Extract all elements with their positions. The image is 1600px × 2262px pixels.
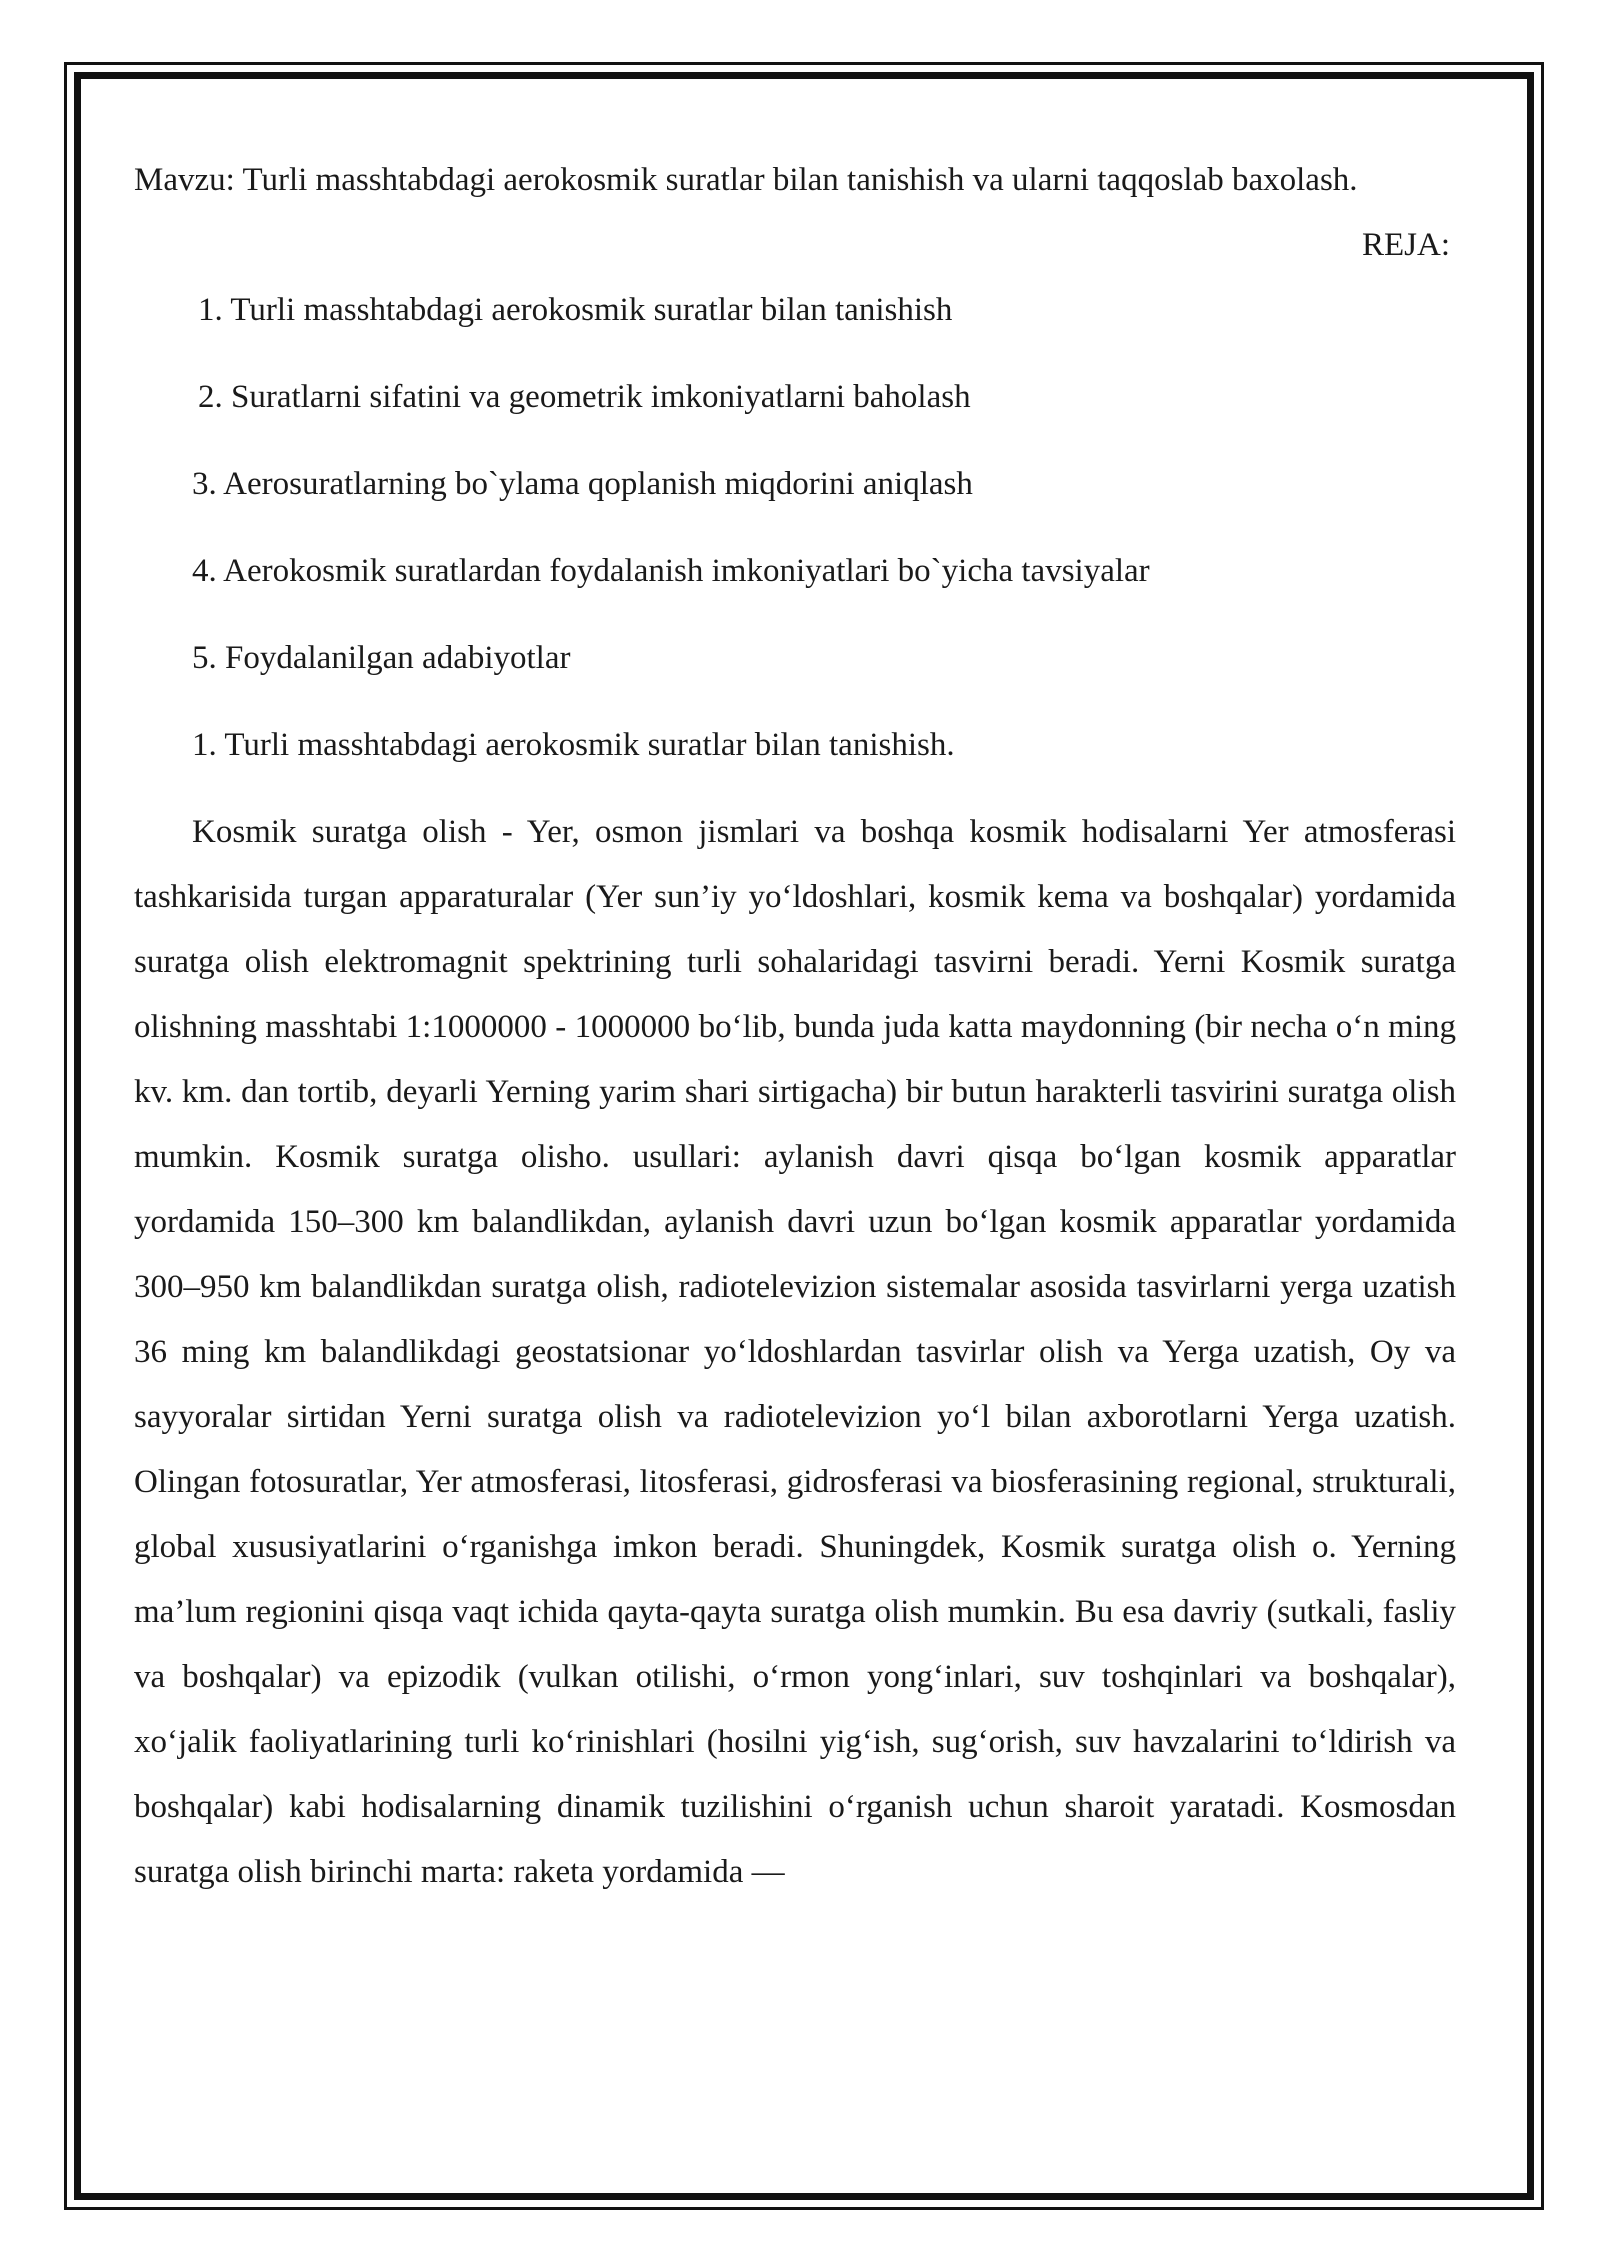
plan-heading: REJA:	[1361, 227, 1450, 263]
document-body	[134, 148, 1456, 1905]
plan-item: 3. Aerosuratlarning bo`ylama qoplanish miqdorini aniqlash	[192, 466, 973, 502]
topic-title: Mavzu: Turli masshtabdagi aerokosmik suratlar bilan tanishish va ularni taqqoslab baxolash.	[134, 162, 1358, 198]
plan-item: 5. Foydalanilgan adabiyotlar	[192, 640, 571, 676]
plan-item: 4. Aerokosmik suratlardan foydalanish imkoniyatlari bo`yicha tavsiyalar	[192, 553, 1150, 589]
body-paragraph: Kosmik suratga olish - Yer, osmon jismlari va boshqa kosmik hodisalarni Yer atmosferasi tashkarisida turgan apparaturalar (Yer sun’iy yo‘ldoshlari, kosmik kema va boshqalar) yordamida suratga olish elektromagnit spektrining turli sohalaridagi tasvirni beradi. Yerni Kosmik suratga olishning masshtabi 1:1000000 - 1000000 bo‘lib, bunda juda katta maydonning (bir necha o‘n ming kv. km. dan tortib, deyarli Yerning yarim shari sirtigacha) bir butun harakterli tasvirini suratga olish mumkin. Kosmik suratga olisho. usullari: aylanish davri qisqa bo‘lgan kosmik apparatlar yordamida 150–300 km balandlikdan, aylanish davri uzun bo‘lgan kosmik apparatlar yordamida 300–950 km balandlikdan suratga olish, radiotelevizion sistemalar asosida tasvirlarni yerga uzatish 36 ming km balandlikdagi geostatsionar yo‘ldoshlardan tasvirlar olish va Yerga uzatish, Oy va sayyoralar sirtidan Yerni suratga olish va radiotelevizion yo‘l bilan axborotlarni Yerga uzatish. Olingan fotosuratlar, Yer atmosferasi, litosferasi, gidrosferasi va biosferasining regional, strukturali, global xususiyatlarini o‘rganishga imkon beradi. Shuningdek, Kosmik suratga olish o. Yerning ma’lum regionini qisqa vaqt ichida qayta-qayta suratga olish mumkin. Bu esa davriy (sutkali, fasliy va boshqalar) va epizodik (vulkan otilishi, o‘rmon yong‘inlari, suv toshqinlari va boshqalar), xo‘jalik faoliyatlarining turli ko‘rinishlari (hosilni yig‘ish, sug‘orish, suv havzalarini to‘ldirish va boshqalar) kabi hodisalarning dinamik tuzilishini o‘rganish uchun sharoit yaratadi. Kosmosdan suratga olish birinchi marta: raketa yordamida —	[134, 814, 1456, 1890]
plan-item: 2. Suratlarni sifatini va geometrik imkoniyatlarni baholash	[198, 379, 971, 415]
plan-item: 1. Turli masshtabdagi aerokosmik suratlar bilan tanishish	[198, 292, 953, 328]
plan-list	[134, 278, 1456, 713]
section-heading: 1. Turli masshtabdagi aerokosmik suratlar bilan tanishish.	[192, 727, 955, 763]
